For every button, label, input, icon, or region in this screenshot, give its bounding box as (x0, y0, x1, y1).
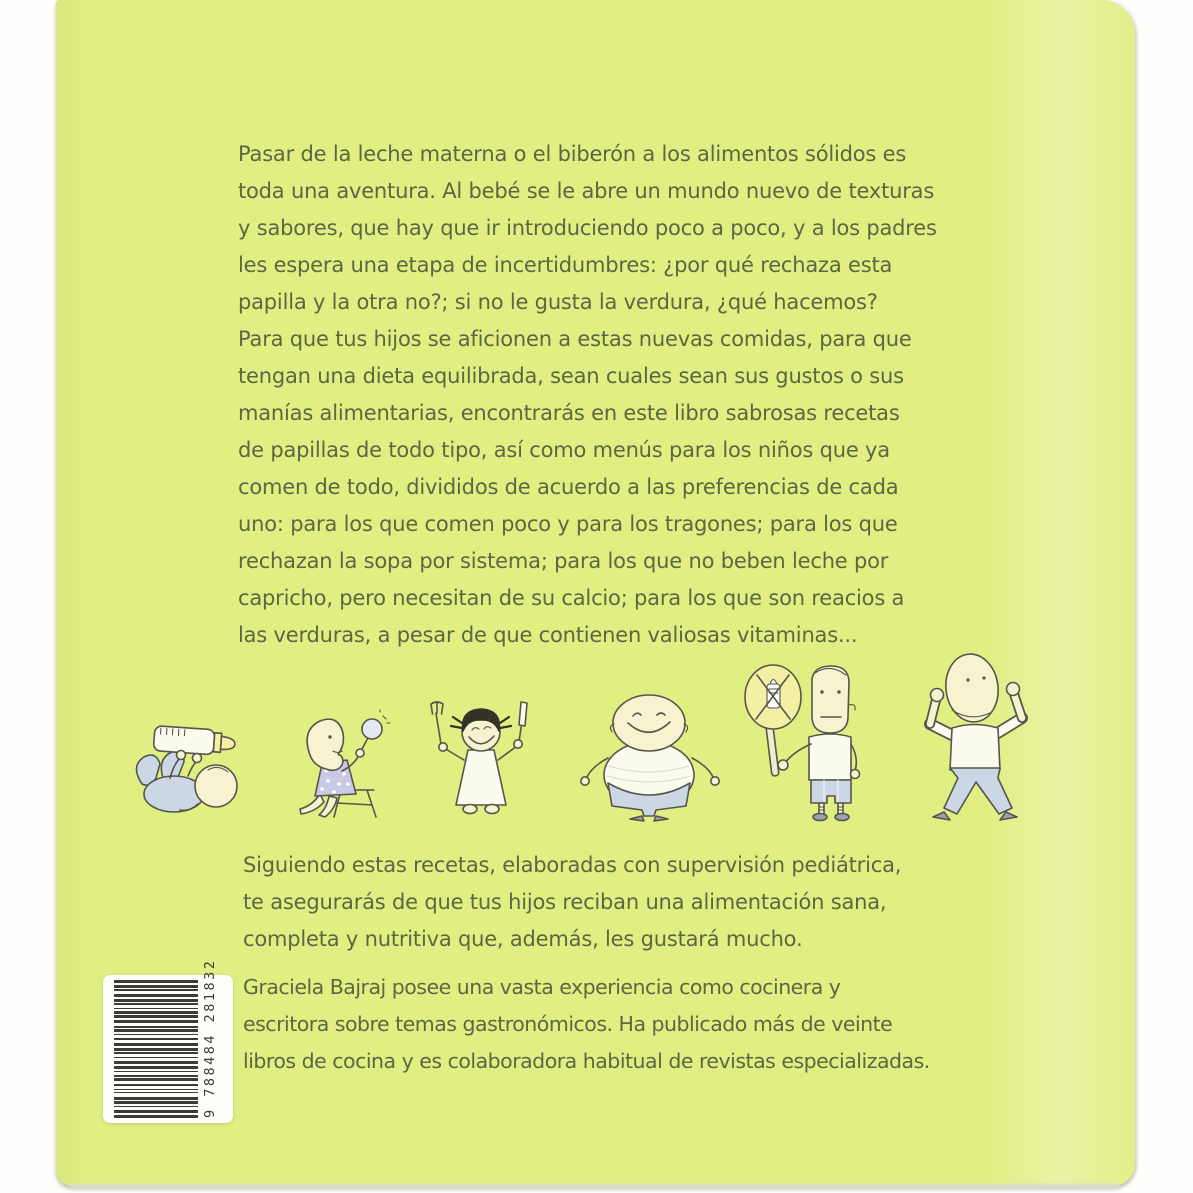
book-cover (56, 0, 1135, 1186)
text-line: Siguiendo estas recetas, elaboradas con supervisión pediátrica, (243, 853, 902, 877)
barcode-bar (114, 1078, 198, 1081)
barcode-gap (114, 1069, 198, 1071)
text-line: y sabores, que hay que ir introduciendo poco a poco, y a los padres (238, 216, 937, 240)
barcode-gap (114, 997, 198, 999)
baby-with-bottle-illustration (128, 720, 246, 820)
barcode-gap (114, 1032, 198, 1034)
text-line: rechazan la sopa por sistema; para los que no beben leche por (238, 549, 889, 573)
barcode-bar (114, 989, 198, 991)
barcode-bar (114, 1026, 198, 1028)
isbn-barcode-label (103, 958, 233, 1123)
text-line: las verduras, a pesar de que contienen valiosas vitaminas... (238, 623, 858, 647)
text-line: te asegurarás de que tus hijos reciban una alimentación sana, (243, 890, 887, 914)
barcode-bar (114, 1011, 198, 1014)
barcode-gap (114, 1077, 198, 1079)
barcode-bar (114, 999, 198, 1002)
girl-with-fork-and-knife-illustration (416, 698, 546, 820)
text-line: manías alimentarias, encontrarás en este libro sabrosas recetas (238, 401, 900, 425)
barcode-gap (114, 1035, 198, 1038)
barcode-bar (114, 1089, 198, 1091)
barcode-bar (114, 1110, 198, 1113)
barcode-bar (114, 1057, 198, 1059)
toddler-with-rattle-illustration (284, 710, 394, 820)
text-line: libros de cocina y es colaboradora habitual de revistas especializadas. (243, 1049, 930, 1073)
barcode-bar (114, 1115, 198, 1118)
back-cover-blurb (238, 136, 974, 654)
barcode-gap (114, 1113, 198, 1115)
barcode-bar (114, 1066, 198, 1069)
barcode-rotated (114, 958, 222, 1118)
barcode-gap (114, 1072, 198, 1075)
text-line: de papillas de todo tipo, así como menús para los niños que ya (238, 438, 890, 462)
text-line: Pasar de la leche materna o el biberón a los alimentos sólidos es (238, 142, 907, 166)
barcode-gap (114, 1009, 198, 1011)
barcode-bar (114, 1003, 198, 1005)
barcode-bar (114, 1020, 198, 1023)
barcode-gap (114, 1028, 198, 1030)
barcode-bar (114, 1075, 198, 1077)
barcode-gap (114, 1090, 198, 1092)
barcode-bar (114, 1084, 198, 1086)
barcode-bar (114, 1008, 198, 1010)
text-line: Graciela Bajraj posee una vasta experiencia como cocinera y (243, 975, 841, 999)
text-line: comen de todo, divididos de acuerdo a las preferencias de cada (238, 475, 899, 499)
text-line: les espera una etapa de incertidumbres: ¿por qué rechaza esta (238, 253, 893, 277)
barcode-bar (114, 1048, 198, 1051)
boy-flexing-muscles-illustration (900, 648, 1048, 822)
barcode-gap (114, 1081, 198, 1084)
barcode-gap (114, 1094, 198, 1097)
isbn-number: 9 788484 281832 (202, 958, 218, 1118)
text-line: tengan una dieta equilibrada, sean cuales sean sus gustos o sus (238, 364, 904, 388)
barcode-bar (114, 1061, 198, 1064)
text-line: escritora sobre temas gastronómicos. Ha publicado más de veinte (243, 1012, 893, 1036)
text-line: completa y nutritiva que, además, les gustará mucho. (243, 927, 803, 951)
barcode-bar (114, 1043, 198, 1046)
boy-with-no-bottle-sign-illustration (732, 658, 876, 822)
barcode-gap (114, 1054, 198, 1057)
barcode-gap (114, 983, 198, 985)
back-cover-summary (243, 847, 973, 958)
barcode-bar (114, 1015, 198, 1018)
barcode-gap (114, 1086, 198, 1089)
barcode-gap (114, 1058, 198, 1061)
barcode-gap (114, 1040, 198, 1043)
barcode-bar (114, 1106, 198, 1108)
barcode-gap (114, 1051, 198, 1053)
barcode-gap (114, 1107, 198, 1110)
barcode-bar (114, 994, 198, 997)
barcode-gap (114, 1005, 198, 1008)
chubby-boy-illustration (572, 690, 726, 822)
barcode-gap (114, 1018, 198, 1020)
barcode-gap (114, 1023, 198, 1026)
barcode-gap (114, 1002, 198, 1004)
barcode-bar (114, 1029, 198, 1032)
barcode-gap (114, 1100, 198, 1102)
illustration-row (56, 640, 1135, 830)
barcode-gap (114, 1064, 198, 1066)
text-line: Para que tus hijos se aficionen a estas nuevas comidas, para que (238, 327, 912, 351)
text-line: papilla y la otra no?; si no le gusta la verdura, ¿qué hacemos? (238, 290, 878, 314)
barcode-bar (114, 1052, 198, 1054)
barcode-gap (114, 1104, 198, 1106)
barcode-bar (114, 1071, 198, 1073)
barcode-bar (114, 1101, 198, 1104)
author-bio (243, 969, 978, 1080)
barcode-bar (114, 1097, 198, 1100)
barcode-gap (114, 1014, 198, 1016)
barcode-bar (114, 980, 198, 983)
barcode-bar (114, 1092, 198, 1094)
text-line: toda una aventura. Al bebé se le abre un mundo nuevo de texturas (238, 179, 935, 203)
text-line: uno: para los que comen poco y para los tragones; para los que (238, 512, 898, 536)
barcode-gap (114, 1046, 198, 1048)
barcode-bar (114, 1034, 198, 1036)
barcode-bar (114, 985, 198, 988)
book-page-edge-shadow (70, 1184, 1120, 1189)
barcode-bars (114, 980, 198, 1118)
text-line: capricho, pero necesitan de su calcio; para los que son reacios a (238, 586, 905, 610)
barcode-gap (114, 988, 198, 990)
barcode-gap (114, 991, 198, 994)
barcode-bar (114, 1038, 198, 1040)
